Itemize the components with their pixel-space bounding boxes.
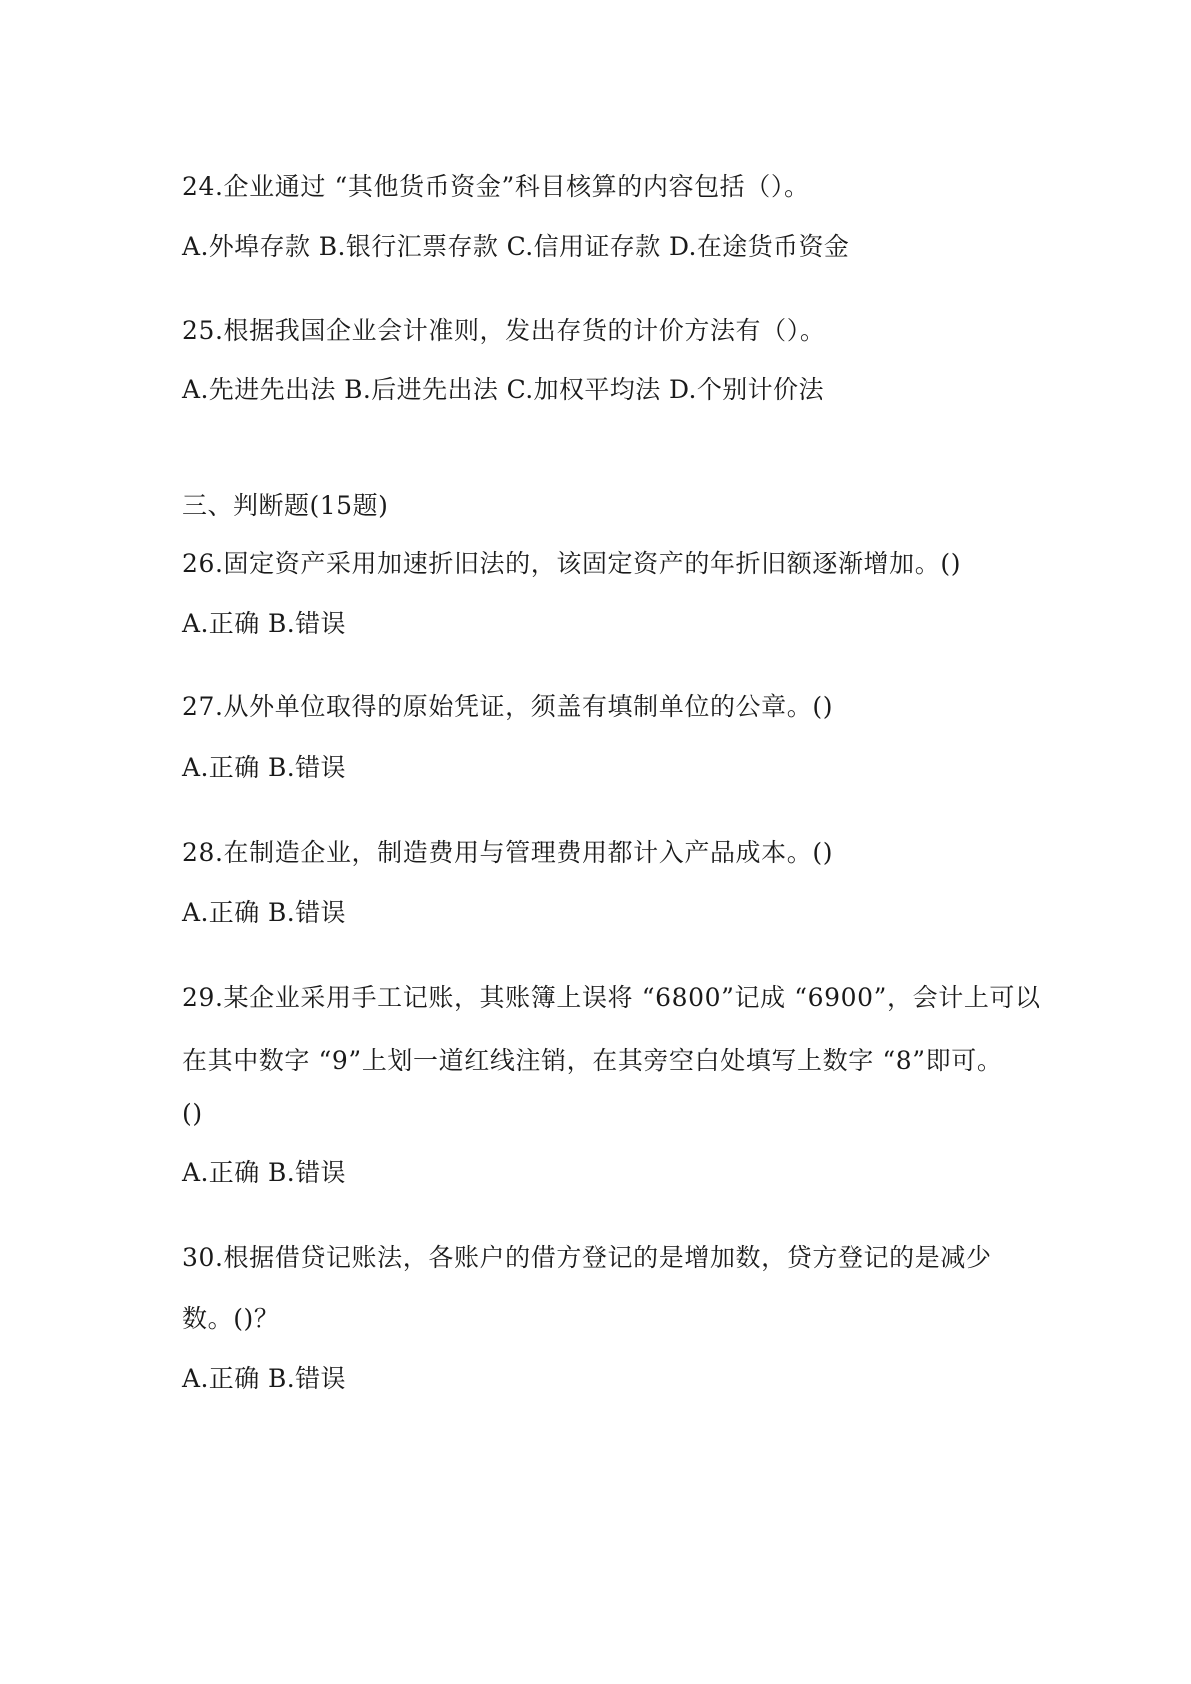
question-25-options: A.先进先出法 B.后进先出法 C.加权平均法 D.个别计价法	[182, 375, 824, 404]
question-27-stem: 27.从外单位取得的原始凭证，须盖有填制单位的公章。()	[182, 692, 834, 721]
question-27-options: A.正确 B.错误	[182, 753, 346, 782]
question-26-stem: 26.固定资产采用加速折旧法的，该固定资产的年折旧额逐渐增加。()	[182, 549, 962, 578]
question-30-stem-line-2: 数。()？	[182, 1304, 280, 1333]
question-24-stem: 24.企业通过 “其他货币资金”科目核算的内容包括（）。	[182, 172, 810, 201]
question-30-stem-line-1: 30.根据借贷记账法，各账户的借方登记的是增加数，贷方登记的是减少	[182, 1243, 992, 1272]
question-29-stem-line-2: 在其中数字 “9”上划一道红线注销，在其旁空白处填写上数字 “8”即可。	[182, 1046, 1003, 1075]
question-29-stem-line-3: ()	[182, 1099, 203, 1128]
section-title: 三、判断题(15题)	[182, 491, 389, 520]
question-29-stem-line-1: 29.某企业采用手工记账，其账簿上误将 “6800”记成 “6900”，会计上可以	[182, 983, 1041, 1012]
question-26-options: A.正确 B.错误	[182, 609, 346, 638]
question-25-stem: 25.根据我国企业会计准则，发出存货的计价方法有（）。	[182, 316, 826, 345]
question-28-stem: 28.在制造企业，制造费用与管理费用都计入产品成本。()	[182, 838, 834, 867]
question-28-options: A.正确 B.错误	[182, 898, 346, 927]
question-24-options: A.外埠存款 B.银行汇票存款 C.信用证存款 D.在途货币资金	[182, 232, 850, 261]
question-30-options: A.正确 B.错误	[182, 1364, 346, 1393]
question-29-options: A.正确 B.错误	[182, 1158, 346, 1187]
